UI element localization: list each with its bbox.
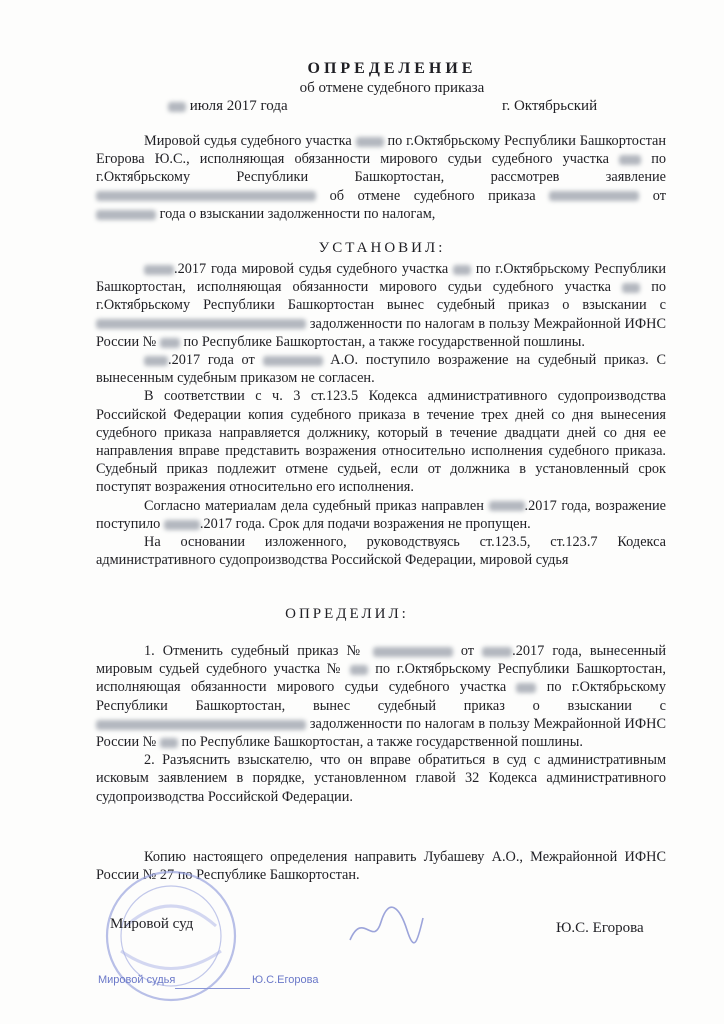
redacted-name [263, 356, 323, 366]
stamp-signature-line [175, 988, 250, 989]
decided-section [96, 642, 666, 806]
established-text-1b: по г.Октябрьскому Республики Башкортостан, исполняющая обязанности мирового судьи судебного участка [96, 261, 667, 296]
decided-text-2: 2. Разъяснить взыскателю, что он вправе обратиться в суд с административным исковым заявлением в порядке, установленном главой 32 Кодекса административного судопроизводства Российской Федерации. [96, 752, 666, 805]
decided-text-1b: от [460, 643, 475, 659]
decided-text-1g: по Республике Башкортостан, а также государственной пошлины. [181, 734, 583, 751]
established-text-1d: задолженности по налогам в пользу Межрайонной ИФНС России № [96, 315, 666, 350]
redacted-name [96, 720, 306, 730]
date-text: июля 2017 года [189, 98, 288, 114]
stamp-judge-label: Мировой судья [98, 974, 176, 986]
intro-text-6: года о взыскании задолженности по налогам, [159, 205, 436, 222]
established-text-4c: .2017 года. Срок для подачи возражения не пропущен. [199, 515, 531, 532]
heading-established: УСТАНОВИЛ: [318, 240, 446, 256]
redacted-case-number [549, 191, 639, 201]
decided-text-1c: .2017 года, вынесенный мировым судьей судебного участка № [96, 643, 667, 678]
redacted-number [619, 155, 641, 165]
established-text-2a: .2017 года от [168, 352, 255, 369]
decided-text-1d: по г.Октябрьскому Республики Башкортостан, исполняющая обязанности мирового судьи судебного участка [96, 661, 666, 696]
stamp-judge-name: Ю.С.Егорова [252, 974, 319, 986]
decided-text-1a: 1. Отменить судебный приказ № [144, 643, 365, 659]
date-line [168, 98, 288, 115]
heading-decided: ОПРЕДЕЛИЛ: [285, 606, 409, 622]
redacted-number [453, 265, 471, 275]
document-title: ОПРЕДЕЛЕНИЕ [307, 60, 477, 77]
redacted-day [168, 102, 186, 112]
judge-name: Ю.С. Егорова [556, 920, 644, 936]
redacted-number [160, 738, 178, 748]
established-section [96, 260, 666, 569]
intro-text-4: об отмене судебного приказа [329, 187, 536, 204]
redacted-date [144, 356, 168, 366]
document-subtitle: об отмене судебного приказа [299, 80, 485, 96]
redacted-name [96, 319, 306, 329]
established-text-4a: Согласно материалам дела судебный приказ направлен [144, 497, 484, 514]
redacted-number [356, 137, 384, 147]
established-text-4b: .2017 года, возражение поступило [96, 497, 666, 532]
redacted-name [96, 191, 316, 201]
redacted-date [144, 265, 174, 275]
redacted-date [164, 520, 200, 530]
intro-text-3: по г.Октябрьскому Республики Башкортостан, рассмотрев заявление [96, 151, 666, 186]
decided-text-1f: задолженности по налогам в пользу Межрайонной ИФНС России № [96, 715, 666, 751]
decided-text-1e: по г.Октябрьскому Республики Башкортостан, вынес судебный приказ о взыскании с [96, 679, 666, 714]
redacted-date [489, 501, 525, 511]
established-text-3: В соответствии с ч. 3 ст.123.5 Кодекса административного судопроизводства Российской Федерации копия судебного приказа в течение трех дней со дня вынесения судебного приказа направляется должнику, который в течение двадцати дней со дня ее направления вправе представить возражения относительно исполнения судебного приказа. Судебный приказ подлежит отмене судьей, если от должника в установленный срок поступят возражения относительно его исполнения. [96, 388, 666, 496]
redacted-number [516, 683, 536, 693]
handwritten-signature [345, 900, 425, 960]
city: г. Октябрьский [502, 98, 598, 114]
established-text-1c: по г.Октябрьскому Республики Башкортостан вынес судебный приказ о взыскании с [96, 279, 667, 314]
intro-text-2: по г.Октябрьскому Республики Башкортостан Егорова Ю.С., исполняющая обязанности мирового судьи судебного участка [96, 133, 666, 168]
redacted-date [96, 210, 156, 220]
redacted-date [482, 647, 512, 657]
redacted-number [350, 665, 368, 675]
redacted-case-number [373, 647, 453, 657]
established-text-2b: А.О. поступило возражение на судебный приказ. С вынесенным судебным приказом не согласен. [96, 352, 667, 387]
established-text-1a: .2017 года мировой судья судебного участка [174, 261, 449, 277]
redacted-number [622, 283, 640, 293]
intro-text-5: от [652, 187, 666, 204]
established-text-5: На основании изложенного, руководствуясь ст.123.5, ст.123.7 Кодекса административного судопроизводства Российской Федерации, мировой судья [96, 534, 666, 569]
intro-text-1: Мировой судья судебного участка [144, 133, 352, 149]
copy-text: Копию настоящего определения направить Лубашеву А.О., Межрайонной ИФНС России № 27 по Республике Башкортостан. [96, 849, 666, 884]
intro-paragraph [96, 132, 666, 223]
signature-label-left: Мировой суд [110, 916, 194, 932]
redacted-number [160, 338, 180, 348]
established-text-1e: по Республике Башкортостан, а также государственной пошлины. [183, 333, 585, 350]
